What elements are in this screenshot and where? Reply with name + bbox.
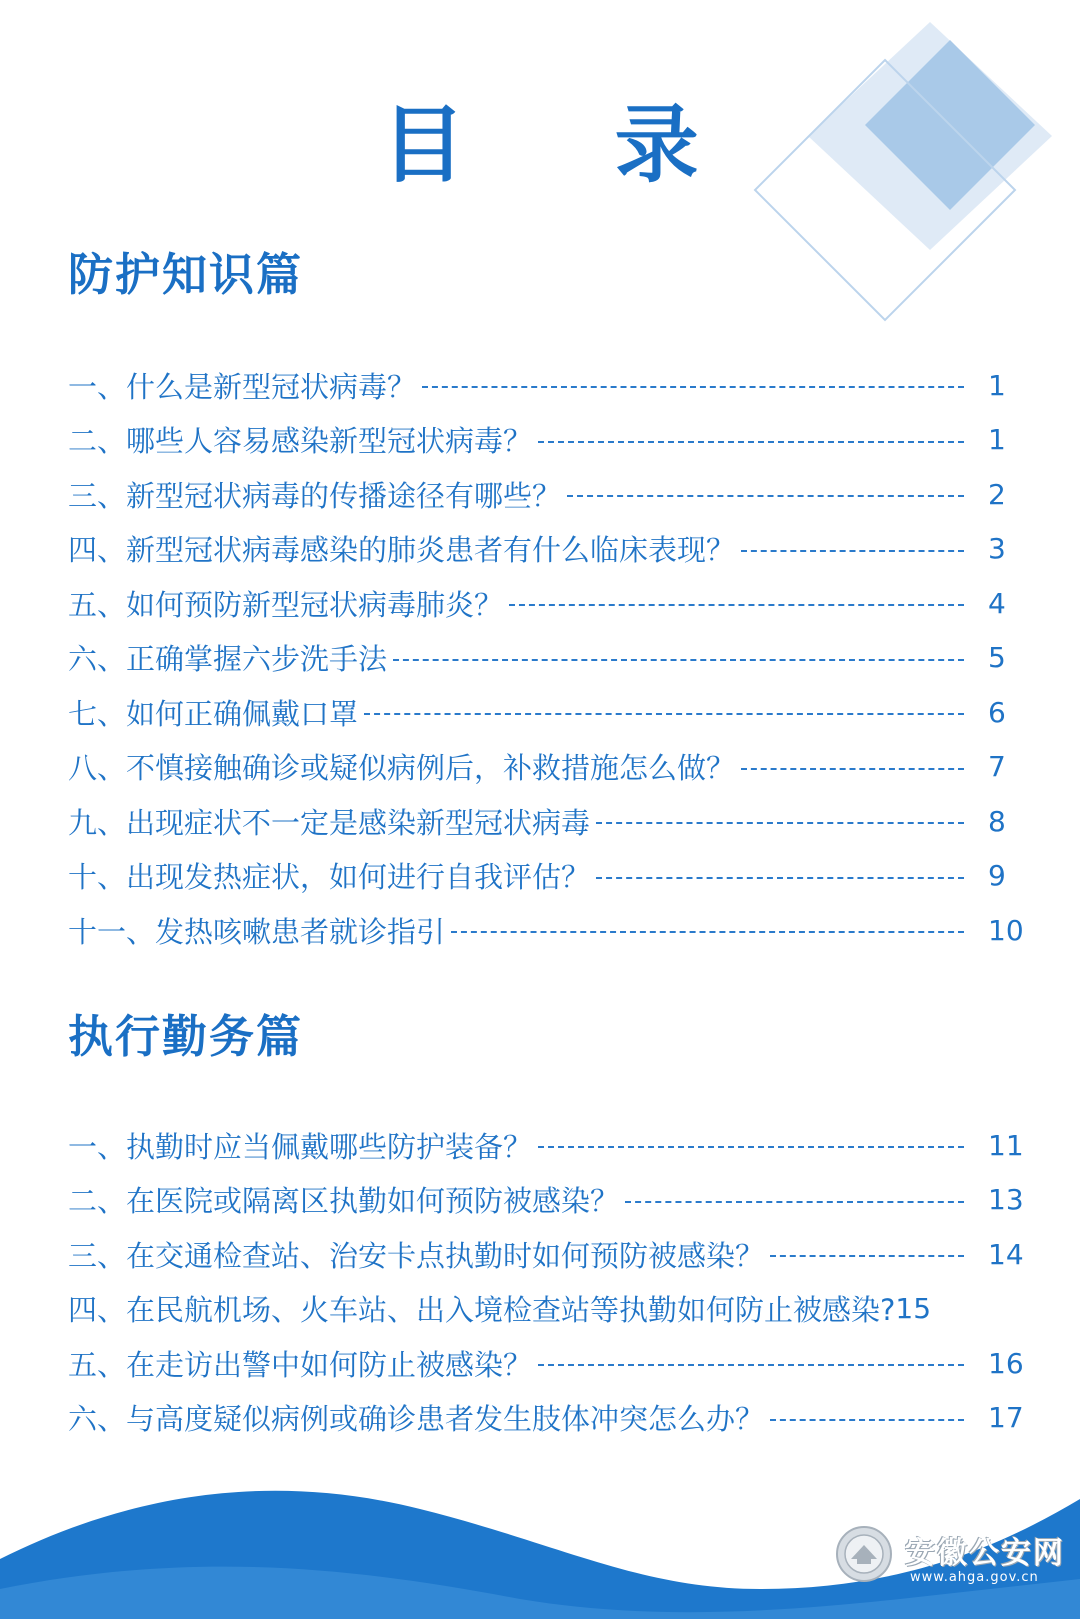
toc-item[interactable] bbox=[68, 685, 1028, 740]
toc-page-number: 7 bbox=[988, 750, 1006, 784]
toc-leader bbox=[741, 550, 964, 552]
toc-page-number: 16 bbox=[988, 1346, 1024, 1380]
police-emblem-icon bbox=[835, 1525, 893, 1583]
toc-item[interactable] bbox=[68, 1282, 1028, 1337]
toc-item-text: 九、出现症状不一定是感染新型冠状病毒 bbox=[68, 805, 591, 840]
toc-page-number: 14 bbox=[988, 1237, 1024, 1271]
toc-item[interactable] bbox=[68, 794, 1028, 849]
toc-item-text: 四、在民航机场、火车站、出入境检查站等执勤如何防止被感染? bbox=[68, 1293, 896, 1328]
toc-page-number: 3 bbox=[988, 532, 1006, 566]
toc-item-text: 五、在走访出警中如何防止被感染？ bbox=[68, 1347, 533, 1382]
toc-leader bbox=[596, 822, 964, 824]
toc-leader bbox=[625, 1201, 964, 1203]
toc-leader bbox=[509, 604, 964, 606]
toc-leader bbox=[364, 713, 964, 715]
toc-item-text: 二、在医院或隔离区执勤如何预防被感染？ bbox=[68, 1184, 620, 1219]
toc-leader bbox=[393, 659, 964, 661]
toc-page-number: 15 bbox=[895, 1292, 932, 1326]
toc-list-duty bbox=[68, 1118, 1028, 1445]
toc-item-text: 六、与高度疑似病例或确诊患者发生肢体冲突怎么办？ bbox=[68, 1402, 765, 1437]
toc-item[interactable] bbox=[68, 413, 1028, 468]
toc-page-number: 10 bbox=[988, 913, 1024, 947]
toc-leader bbox=[596, 877, 964, 879]
toc-item[interactable] bbox=[68, 522, 1028, 577]
toc-item[interactable] bbox=[68, 1227, 1028, 1282]
section-heading-protection: 防护知识篇 bbox=[68, 248, 304, 301]
toc-item[interactable] bbox=[68, 467, 1028, 522]
toc-item[interactable] bbox=[68, 1336, 1028, 1391]
toc-page-number: 13 bbox=[988, 1183, 1024, 1217]
toc-item-text: 三、新型冠状病毒的传播途径有哪些？ bbox=[68, 478, 562, 513]
toc-page-number: 17 bbox=[988, 1401, 1024, 1435]
toc-page-number: 1 bbox=[988, 368, 1006, 402]
site-url: www.ahga.gov.cn bbox=[910, 1570, 1039, 1585]
toc-leader bbox=[422, 386, 964, 388]
toc-leader bbox=[538, 1364, 964, 1366]
toc-list-protection bbox=[68, 358, 1028, 958]
toc-item[interactable] bbox=[68, 1118, 1028, 1173]
toc-item-text: 一、什么是新型冠状病毒？ bbox=[68, 369, 417, 404]
toc-item-text: 十、出现发热症状，如何进行自我评估？ bbox=[68, 860, 591, 895]
site-name: 安徽公安网 bbox=[905, 1536, 1065, 1571]
toc-page-number: 5 bbox=[988, 641, 1006, 675]
toc-page-number: 9 bbox=[988, 859, 1006, 893]
toc-item[interactable] bbox=[68, 358, 1028, 413]
toc-leader bbox=[451, 931, 964, 933]
toc-item[interactable] bbox=[68, 1391, 1028, 1446]
toc-item-text: 三、在交通检查站、治安卡点执勤时如何预防被感染？ bbox=[68, 1238, 765, 1273]
toc-item-text: 八、不慎接触确诊或疑似病例后，补救措施怎么做？ bbox=[68, 751, 736, 786]
toc-leader bbox=[770, 1419, 964, 1421]
toc-leader bbox=[567, 495, 964, 497]
toc-page-number: 11 bbox=[988, 1128, 1024, 1162]
toc-item-text: 六、正确掌握六步洗手法 bbox=[68, 642, 388, 677]
toc-leader bbox=[538, 441, 964, 443]
toc-item-text: 五、如何预防新型冠状病毒肺炎？ bbox=[68, 587, 504, 622]
toc-leader bbox=[770, 1255, 964, 1257]
toc-item-text: 七、如何正确佩戴口罩 bbox=[68, 696, 359, 731]
toc-item-text: 一、执勤时应当佩戴哪些防护装备？ bbox=[68, 1129, 533, 1164]
toc-item[interactable] bbox=[68, 903, 1028, 958]
toc-item[interactable] bbox=[68, 849, 1028, 904]
toc-item-text: 二、哪些人容易感染新型冠状病毒？ bbox=[68, 424, 533, 459]
toc-item-text: 十一、发热咳嗽患者就诊指引 bbox=[68, 914, 446, 949]
toc-page-number: 4 bbox=[988, 586, 1006, 620]
toc-item[interactable] bbox=[68, 740, 1028, 795]
toc-page-number: 2 bbox=[988, 477, 1006, 511]
section-heading-duty: 执行勤务篇 bbox=[68, 1010, 304, 1063]
toc-leader bbox=[538, 1146, 964, 1148]
toc-page-number: 8 bbox=[988, 804, 1006, 838]
toc-page-number: 6 bbox=[988, 695, 1006, 729]
page-title: 目 录 bbox=[381, 96, 759, 194]
toc-item[interactable] bbox=[68, 576, 1028, 631]
toc-item-text: 四、新型冠状病毒感染的肺炎患者有什么临床表现？ bbox=[68, 533, 736, 568]
toc-item[interactable] bbox=[68, 1173, 1028, 1228]
toc-leader bbox=[741, 768, 964, 770]
toc-page-number: 1 bbox=[988, 423, 1006, 457]
toc-item[interactable] bbox=[68, 631, 1028, 686]
